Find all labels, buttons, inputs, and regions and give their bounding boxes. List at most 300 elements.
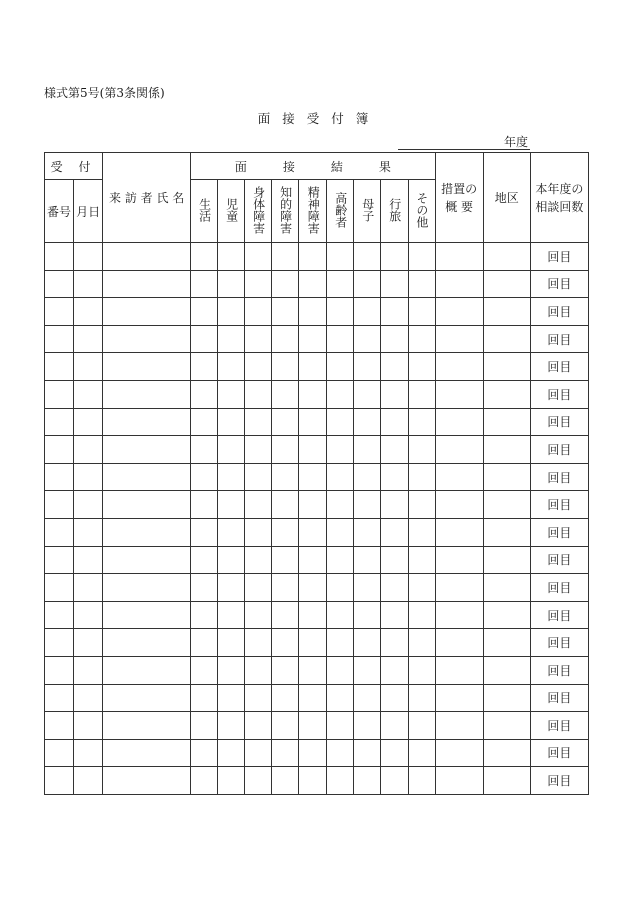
other-cell[interactable] — [408, 712, 435, 740]
physical-disability-cell[interactable] — [245, 298, 272, 326]
elderly-cell[interactable] — [327, 767, 354, 795]
mother-child-cell[interactable] — [354, 270, 381, 298]
intellectual-disability-cell[interactable] — [272, 601, 299, 629]
intellectual-disability-cell[interactable] — [272, 767, 299, 795]
district-cell[interactable] — [483, 629, 530, 657]
measures-summary-cell[interactable] — [435, 270, 483, 298]
consultation-count-cell[interactable]: 回目 — [530, 353, 588, 381]
other-cell[interactable] — [408, 629, 435, 657]
elderly-cell[interactable] — [327, 684, 354, 712]
elderly-cell[interactable] — [327, 712, 354, 740]
number-cell[interactable] — [45, 518, 74, 546]
children-cell[interactable] — [218, 243, 245, 271]
measures-summary-cell[interactable] — [435, 463, 483, 491]
mother-child-cell[interactable] — [354, 243, 381, 271]
elderly-cell[interactable] — [327, 463, 354, 491]
date-cell[interactable] — [74, 298, 103, 326]
consultation-count-cell[interactable]: 回目 — [530, 712, 588, 740]
intellectual-disability-cell[interactable] — [272, 712, 299, 740]
date-cell[interactable] — [74, 243, 103, 271]
livelihood-cell[interactable] — [191, 712, 218, 740]
mother-child-cell[interactable] — [354, 574, 381, 602]
mental-disability-cell[interactable] — [299, 574, 327, 602]
elderly-cell[interactable] — [327, 518, 354, 546]
intellectual-disability-cell[interactable] — [272, 380, 299, 408]
measures-summary-cell[interactable] — [435, 684, 483, 712]
consultation-count-cell[interactable]: 回目 — [530, 684, 588, 712]
elderly-cell[interactable] — [327, 408, 354, 436]
intellectual-disability-cell[interactable] — [272, 491, 299, 519]
district-cell[interactable] — [483, 601, 530, 629]
mother-child-cell[interactable] — [354, 712, 381, 740]
mental-disability-cell[interactable] — [299, 601, 327, 629]
children-cell[interactable] — [218, 656, 245, 684]
date-cell[interactable] — [74, 325, 103, 353]
livelihood-cell[interactable] — [191, 353, 218, 381]
intellectual-disability-cell[interactable] — [272, 684, 299, 712]
travel-cell[interactable] — [381, 767, 408, 795]
children-cell[interactable] — [218, 601, 245, 629]
visitor-name-cell[interactable] — [103, 684, 191, 712]
date-cell[interactable] — [74, 712, 103, 740]
children-cell[interactable] — [218, 436, 245, 464]
mental-disability-cell[interactable] — [299, 243, 327, 271]
district-cell[interactable] — [483, 518, 530, 546]
other-cell[interactable] — [408, 298, 435, 326]
number-cell[interactable] — [45, 684, 74, 712]
date-cell[interactable] — [74, 408, 103, 436]
visitor-name-cell[interactable] — [103, 712, 191, 740]
district-cell[interactable] — [483, 491, 530, 519]
consultation-count-cell[interactable]: 回目 — [530, 436, 588, 464]
number-cell[interactable] — [45, 436, 74, 464]
physical-disability-cell[interactable] — [245, 546, 272, 574]
elderly-cell[interactable] — [327, 601, 354, 629]
mother-child-cell[interactable] — [354, 656, 381, 684]
mother-child-cell[interactable] — [354, 380, 381, 408]
intellectual-disability-cell[interactable] — [272, 656, 299, 684]
date-cell[interactable] — [74, 491, 103, 519]
travel-cell[interactable] — [381, 463, 408, 491]
district-cell[interactable] — [483, 574, 530, 602]
measures-summary-cell[interactable] — [435, 408, 483, 436]
physical-disability-cell[interactable] — [245, 243, 272, 271]
consultation-count-cell[interactable]: 回目 — [530, 491, 588, 519]
intellectual-disability-cell[interactable] — [272, 270, 299, 298]
livelihood-cell[interactable] — [191, 546, 218, 574]
date-cell[interactable] — [74, 270, 103, 298]
consultation-count-cell[interactable]: 回目 — [530, 574, 588, 602]
elderly-cell[interactable] — [327, 325, 354, 353]
consultation-count-cell[interactable]: 回目 — [530, 408, 588, 436]
intellectual-disability-cell[interactable] — [272, 353, 299, 381]
visitor-name-cell[interactable] — [103, 325, 191, 353]
children-cell[interactable] — [218, 270, 245, 298]
physical-disability-cell[interactable] — [245, 353, 272, 381]
intellectual-disability-cell[interactable] — [272, 739, 299, 767]
elderly-cell[interactable] — [327, 656, 354, 684]
mother-child-cell[interactable] — [354, 436, 381, 464]
visitor-name-cell[interactable] — [103, 546, 191, 574]
consultation-count-cell[interactable]: 回目 — [530, 325, 588, 353]
mother-child-cell[interactable] — [354, 684, 381, 712]
travel-cell[interactable] — [381, 243, 408, 271]
district-cell[interactable] — [483, 436, 530, 464]
district-cell[interactable] — [483, 656, 530, 684]
livelihood-cell[interactable] — [191, 656, 218, 684]
consultation-count-cell[interactable]: 回目 — [530, 463, 588, 491]
children-cell[interactable] — [218, 546, 245, 574]
travel-cell[interactable] — [381, 601, 408, 629]
visitor-name-cell[interactable] — [103, 518, 191, 546]
measures-summary-cell[interactable] — [435, 325, 483, 353]
physical-disability-cell[interactable] — [245, 325, 272, 353]
measures-summary-cell[interactable] — [435, 656, 483, 684]
other-cell[interactable] — [408, 574, 435, 602]
intellectual-disability-cell[interactable] — [272, 463, 299, 491]
children-cell[interactable] — [218, 767, 245, 795]
travel-cell[interactable] — [381, 353, 408, 381]
measures-summary-cell[interactable] — [435, 518, 483, 546]
travel-cell[interactable] — [381, 574, 408, 602]
measures-summary-cell[interactable] — [435, 353, 483, 381]
intellectual-disability-cell[interactable] — [272, 298, 299, 326]
measures-summary-cell[interactable] — [435, 436, 483, 464]
consultation-count-cell[interactable]: 回目 — [530, 629, 588, 657]
other-cell[interactable] — [408, 408, 435, 436]
travel-cell[interactable] — [381, 656, 408, 684]
physical-disability-cell[interactable] — [245, 767, 272, 795]
district-cell[interactable] — [483, 408, 530, 436]
district-cell[interactable] — [483, 463, 530, 491]
consultation-count-cell[interactable]: 回目 — [530, 243, 588, 271]
children-cell[interactable] — [218, 739, 245, 767]
other-cell[interactable] — [408, 436, 435, 464]
mother-child-cell[interactable] — [354, 518, 381, 546]
date-cell[interactable] — [74, 684, 103, 712]
district-cell[interactable] — [483, 546, 530, 574]
elderly-cell[interactable] — [327, 629, 354, 657]
travel-cell[interactable] — [381, 739, 408, 767]
elderly-cell[interactable] — [327, 436, 354, 464]
other-cell[interactable] — [408, 463, 435, 491]
travel-cell[interactable] — [381, 491, 408, 519]
date-cell[interactable] — [74, 463, 103, 491]
mental-disability-cell[interactable] — [299, 712, 327, 740]
physical-disability-cell[interactable] — [245, 712, 272, 740]
date-cell[interactable] — [74, 353, 103, 381]
date-cell[interactable] — [74, 546, 103, 574]
livelihood-cell[interactable] — [191, 491, 218, 519]
number-cell[interactable] — [45, 491, 74, 519]
livelihood-cell[interactable] — [191, 408, 218, 436]
mental-disability-cell[interactable] — [299, 380, 327, 408]
livelihood-cell[interactable] — [191, 298, 218, 326]
travel-cell[interactable] — [381, 712, 408, 740]
travel-cell[interactable] — [381, 325, 408, 353]
travel-cell[interactable] — [381, 629, 408, 657]
mother-child-cell[interactable] — [354, 491, 381, 519]
visitor-name-cell[interactable] — [103, 739, 191, 767]
mental-disability-cell[interactable] — [299, 325, 327, 353]
consultation-count-cell[interactable]: 回目 — [530, 298, 588, 326]
visitor-name-cell[interactable] — [103, 767, 191, 795]
measures-summary-cell[interactable] — [435, 767, 483, 795]
intellectual-disability-cell[interactable] — [272, 325, 299, 353]
mental-disability-cell[interactable] — [299, 436, 327, 464]
travel-cell[interactable] — [381, 684, 408, 712]
number-cell[interactable] — [45, 574, 74, 602]
mental-disability-cell[interactable] — [299, 408, 327, 436]
mental-disability-cell[interactable] — [299, 353, 327, 381]
visitor-name-cell[interactable] — [103, 243, 191, 271]
children-cell[interactable] — [218, 325, 245, 353]
travel-cell[interactable] — [381, 380, 408, 408]
physical-disability-cell[interactable] — [245, 380, 272, 408]
mental-disability-cell[interactable] — [299, 518, 327, 546]
livelihood-cell[interactable] — [191, 767, 218, 795]
district-cell[interactable] — [483, 243, 530, 271]
visitor-name-cell[interactable] — [103, 436, 191, 464]
mental-disability-cell[interactable] — [299, 491, 327, 519]
children-cell[interactable] — [218, 518, 245, 546]
mental-disability-cell[interactable] — [299, 463, 327, 491]
other-cell[interactable] — [408, 353, 435, 381]
other-cell[interactable] — [408, 601, 435, 629]
number-cell[interactable] — [45, 712, 74, 740]
physical-disability-cell[interactable] — [245, 574, 272, 602]
other-cell[interactable] — [408, 380, 435, 408]
elderly-cell[interactable] — [327, 270, 354, 298]
mental-disability-cell[interactable] — [299, 270, 327, 298]
number-cell[interactable] — [45, 270, 74, 298]
measures-summary-cell[interactable] — [435, 546, 483, 574]
other-cell[interactable] — [408, 243, 435, 271]
physical-disability-cell[interactable] — [245, 491, 272, 519]
consultation-count-cell[interactable]: 回目 — [530, 739, 588, 767]
district-cell[interactable] — [483, 353, 530, 381]
measures-summary-cell[interactable] — [435, 574, 483, 602]
physical-disability-cell[interactable] — [245, 518, 272, 546]
number-cell[interactable] — [45, 629, 74, 657]
measures-summary-cell[interactable] — [435, 243, 483, 271]
visitor-name-cell[interactable] — [103, 574, 191, 602]
travel-cell[interactable] — [381, 546, 408, 574]
livelihood-cell[interactable] — [191, 601, 218, 629]
intellectual-disability-cell[interactable] — [272, 546, 299, 574]
mother-child-cell[interactable] — [354, 739, 381, 767]
mother-child-cell[interactable] — [354, 463, 381, 491]
date-cell[interactable] — [74, 767, 103, 795]
visitor-name-cell[interactable] — [103, 629, 191, 657]
physical-disability-cell[interactable] — [245, 601, 272, 629]
livelihood-cell[interactable] — [191, 380, 218, 408]
livelihood-cell[interactable] — [191, 629, 218, 657]
number-cell[interactable] — [45, 546, 74, 574]
measures-summary-cell[interactable] — [435, 491, 483, 519]
mother-child-cell[interactable] — [354, 546, 381, 574]
visitor-name-cell[interactable] — [103, 601, 191, 629]
mother-child-cell[interactable] — [354, 353, 381, 381]
intellectual-disability-cell[interactable] — [272, 518, 299, 546]
consultation-count-cell[interactable]: 回目 — [530, 546, 588, 574]
physical-disability-cell[interactable] — [245, 629, 272, 657]
children-cell[interactable] — [218, 408, 245, 436]
number-cell[interactable] — [45, 601, 74, 629]
mental-disability-cell[interactable] — [299, 767, 327, 795]
livelihood-cell[interactable] — [191, 739, 218, 767]
mother-child-cell[interactable] — [354, 629, 381, 657]
mental-disability-cell[interactable] — [299, 656, 327, 684]
visitor-name-cell[interactable] — [103, 408, 191, 436]
children-cell[interactable] — [218, 574, 245, 602]
other-cell[interactable] — [408, 325, 435, 353]
other-cell[interactable] — [408, 684, 435, 712]
year-field[interactable] — [398, 136, 530, 150]
measures-summary-cell[interactable] — [435, 712, 483, 740]
consultation-count-cell[interactable]: 回目 — [530, 518, 588, 546]
mental-disability-cell[interactable] — [299, 546, 327, 574]
intellectual-disability-cell[interactable] — [272, 243, 299, 271]
children-cell[interactable] — [218, 298, 245, 326]
measures-summary-cell[interactable] — [435, 629, 483, 657]
number-cell[interactable] — [45, 656, 74, 684]
children-cell[interactable] — [218, 463, 245, 491]
livelihood-cell[interactable] — [191, 243, 218, 271]
date-cell[interactable] — [74, 656, 103, 684]
travel-cell[interactable] — [381, 270, 408, 298]
travel-cell[interactable] — [381, 298, 408, 326]
elderly-cell[interactable] — [327, 546, 354, 574]
date-cell[interactable] — [74, 739, 103, 767]
mental-disability-cell[interactable] — [299, 298, 327, 326]
other-cell[interactable] — [408, 270, 435, 298]
livelihood-cell[interactable] — [191, 684, 218, 712]
district-cell[interactable] — [483, 270, 530, 298]
travel-cell[interactable] — [381, 408, 408, 436]
physical-disability-cell[interactable] — [245, 270, 272, 298]
intellectual-disability-cell[interactable] — [272, 629, 299, 657]
mother-child-cell[interactable] — [354, 767, 381, 795]
visitor-name-cell[interactable] — [103, 270, 191, 298]
elderly-cell[interactable] — [327, 574, 354, 602]
livelihood-cell[interactable] — [191, 270, 218, 298]
children-cell[interactable] — [218, 380, 245, 408]
visitor-name-cell[interactable] — [103, 353, 191, 381]
physical-disability-cell[interactable] — [245, 684, 272, 712]
number-cell[interactable] — [45, 243, 74, 271]
other-cell[interactable] — [408, 656, 435, 684]
other-cell[interactable] — [408, 767, 435, 795]
livelihood-cell[interactable] — [191, 325, 218, 353]
physical-disability-cell[interactable] — [245, 739, 272, 767]
livelihood-cell[interactable] — [191, 518, 218, 546]
date-cell[interactable] — [74, 518, 103, 546]
district-cell[interactable] — [483, 767, 530, 795]
consultation-count-cell[interactable]: 回目 — [530, 270, 588, 298]
number-cell[interactable] — [45, 325, 74, 353]
other-cell[interactable] — [408, 518, 435, 546]
children-cell[interactable] — [218, 684, 245, 712]
livelihood-cell[interactable] — [191, 436, 218, 464]
intellectual-disability-cell[interactable] — [272, 574, 299, 602]
mental-disability-cell[interactable] — [299, 684, 327, 712]
consultation-count-cell[interactable]: 回目 — [530, 601, 588, 629]
physical-disability-cell[interactable] — [245, 436, 272, 464]
number-cell[interactable] — [45, 408, 74, 436]
measures-summary-cell[interactable] — [435, 739, 483, 767]
elderly-cell[interactable] — [327, 739, 354, 767]
children-cell[interactable] — [218, 353, 245, 381]
number-cell[interactable] — [45, 380, 74, 408]
consultation-count-cell[interactable]: 回目 — [530, 767, 588, 795]
district-cell[interactable] — [483, 325, 530, 353]
number-cell[interactable] — [45, 767, 74, 795]
physical-disability-cell[interactable] — [245, 463, 272, 491]
number-cell[interactable] — [45, 298, 74, 326]
mother-child-cell[interactable] — [354, 408, 381, 436]
intellectual-disability-cell[interactable] — [272, 436, 299, 464]
district-cell[interactable] — [483, 712, 530, 740]
other-cell[interactable] — [408, 491, 435, 519]
district-cell[interactable] — [483, 380, 530, 408]
children-cell[interactable] — [218, 629, 245, 657]
number-cell[interactable] — [45, 353, 74, 381]
measures-summary-cell[interactable] — [435, 601, 483, 629]
elderly-cell[interactable] — [327, 380, 354, 408]
livelihood-cell[interactable] — [191, 574, 218, 602]
mother-child-cell[interactable] — [354, 298, 381, 326]
travel-cell[interactable] — [381, 518, 408, 546]
visitor-name-cell[interactable] — [103, 656, 191, 684]
mother-child-cell[interactable] — [354, 601, 381, 629]
visitor-name-cell[interactable] — [103, 491, 191, 519]
date-cell[interactable] — [74, 629, 103, 657]
number-cell[interactable] — [45, 463, 74, 491]
consultation-count-cell[interactable]: 回目 — [530, 380, 588, 408]
mental-disability-cell[interactable] — [299, 739, 327, 767]
number-cell[interactable] — [45, 739, 74, 767]
date-cell[interactable] — [74, 574, 103, 602]
elderly-cell[interactable] — [327, 298, 354, 326]
elderly-cell[interactable] — [327, 353, 354, 381]
physical-disability-cell[interactable] — [245, 656, 272, 684]
consultation-count-cell[interactable]: 回目 — [530, 656, 588, 684]
other-cell[interactable] — [408, 739, 435, 767]
travel-cell[interactable] — [381, 436, 408, 464]
measures-summary-cell[interactable] — [435, 298, 483, 326]
visitor-name-cell[interactable] — [103, 380, 191, 408]
livelihood-cell[interactable] — [191, 463, 218, 491]
elderly-cell[interactable] — [327, 491, 354, 519]
district-cell[interactable] — [483, 298, 530, 326]
district-cell[interactable] — [483, 684, 530, 712]
children-cell[interactable] — [218, 712, 245, 740]
visitor-name-cell[interactable] — [103, 463, 191, 491]
district-cell[interactable] — [483, 739, 530, 767]
date-cell[interactable] — [74, 380, 103, 408]
mental-disability-cell[interactable] — [299, 629, 327, 657]
measures-summary-cell[interactable] — [435, 380, 483, 408]
elderly-cell[interactable] — [327, 243, 354, 271]
mother-child-cell[interactable] — [354, 325, 381, 353]
date-cell[interactable] — [74, 601, 103, 629]
visitor-name-cell[interactable] — [103, 298, 191, 326]
date-cell[interactable] — [74, 436, 103, 464]
physical-disability-cell[interactable] — [245, 408, 272, 436]
children-cell[interactable] — [218, 491, 245, 519]
intellectual-disability-cell[interactable] — [272, 408, 299, 436]
